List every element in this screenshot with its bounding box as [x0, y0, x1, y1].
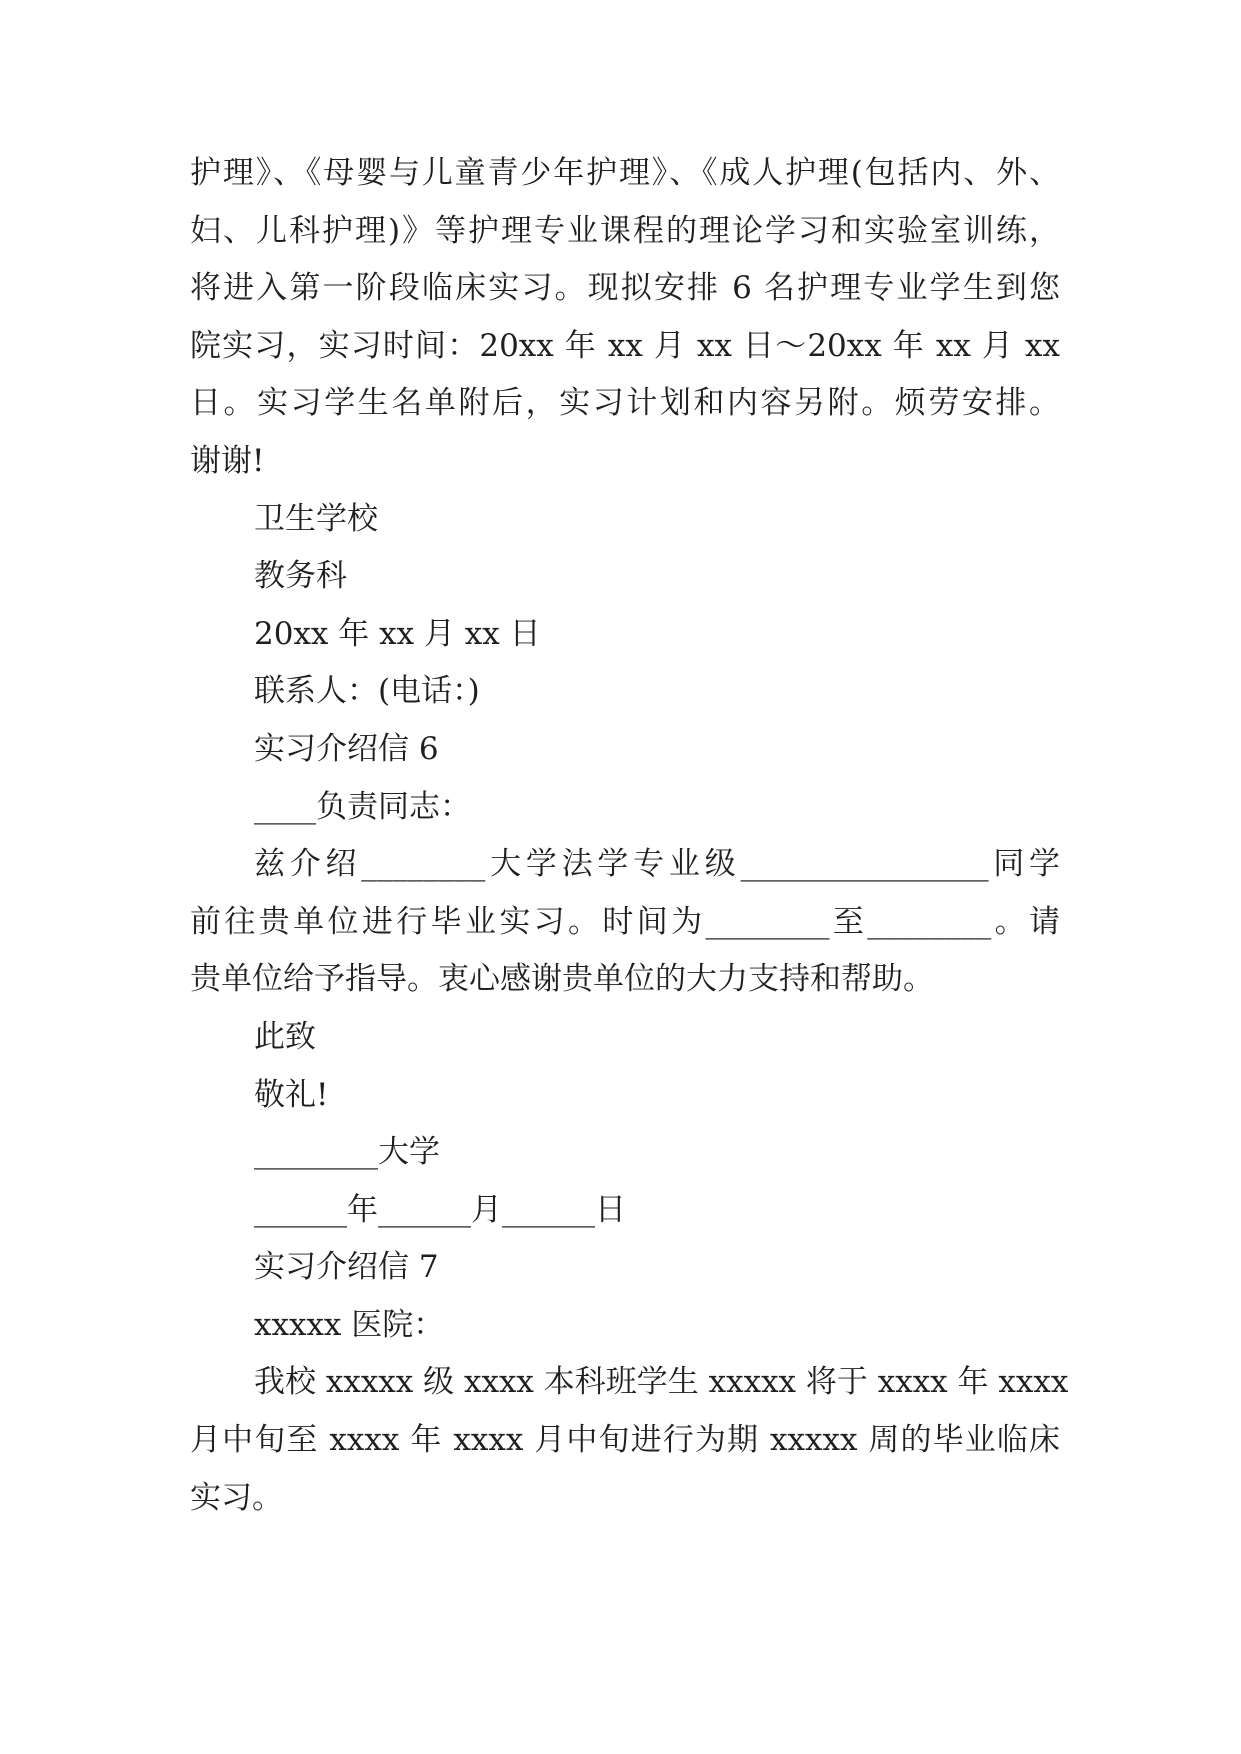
signature-university: ________大学 — [254, 1134, 440, 1171]
section-heading: 实习介绍信 6 — [254, 730, 439, 767]
signature-school: 卫生学校 — [254, 500, 378, 537]
salutation: xxxxx 医院： — [254, 1306, 445, 1343]
text-line: 院实习，实习时间：20xx 年 xx 月 xx 日～20xx 年 xx 月 xx — [190, 327, 1060, 364]
signature-date: ______年______月______日 — [254, 1191, 626, 1228]
document-page — [190, 145, 1069, 1527]
section-heading: 实习介绍信 7 — [254, 1249, 439, 1286]
salutation: ____负责同志： — [254, 788, 471, 825]
text-line: 实习。 — [190, 1479, 283, 1516]
closing-line: 敬礼! — [254, 1076, 329, 1113]
text-line: 谢谢! — [190, 442, 265, 479]
contact-line: 联系人：(电话：) — [254, 673, 480, 710]
text-line: 妇、儿科护理)》等护理专业课程的理论学习和实验室训练， — [190, 212, 1060, 249]
text-line: 我校 xxxxx 级 xxxx 本科班学生 xxxxx 将于 xxxx 年 xxxx — [254, 1364, 1069, 1401]
text-line: 日。实习学生名单附后，实习计划和内容另附。烦劳安排。 — [190, 385, 1060, 422]
text-line: 前往贵单位进行毕业实习。时间为________至________。请 — [190, 903, 1060, 940]
text-line: 贵单位给予指导。衷心感谢贵单位的大力支持和帮助。 — [190, 961, 934, 998]
signature-department: 教务科 — [254, 558, 347, 595]
signature-date: 20xx 年 xx 月 xx 日 — [254, 615, 541, 652]
text-line: 护理》、《母婴与儿童青少年护理》、《成人护理(包括内、外、 — [190, 155, 1060, 191]
closing-line: 此致 — [254, 1018, 316, 1055]
text-line: 兹介绍________大学法学专业级________________同学 — [254, 846, 1060, 883]
text-line: 将进入第一阶段临床实习。现拟安排 6 名护理专业学生到您 — [190, 270, 1060, 307]
text-line: 月中旬至 xxxx 年 xxxx 月中旬进行为期 xxxxx 周的毕业临床 — [190, 1422, 1060, 1459]
